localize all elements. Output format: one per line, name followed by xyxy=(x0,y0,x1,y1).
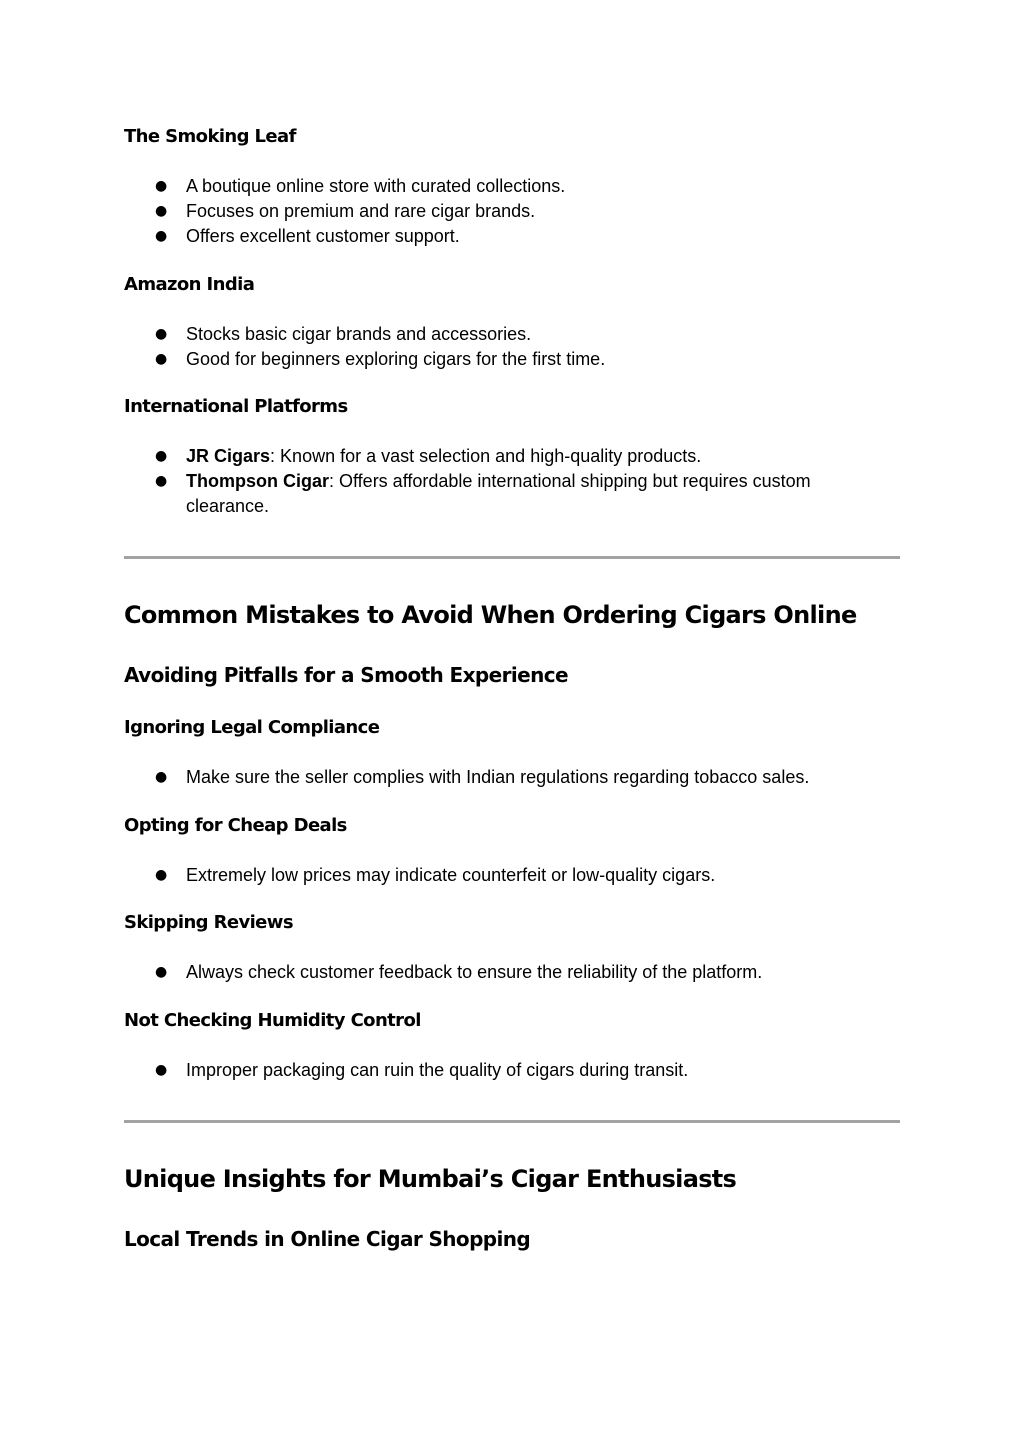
list-item-text: Good for beginners exploring cigars for the first time. xyxy=(186,349,606,369)
heading-not-checking-humidity-control: Not Checking Humidity Control xyxy=(124,1010,421,1031)
list-item xyxy=(124,960,884,985)
bullet-icon: ● xyxy=(155,1062,168,1078)
heading-international-platforms: International Platforms xyxy=(124,396,348,417)
list-item-text: Always check customer feedback to ensure the reliability of the platform. xyxy=(186,962,763,982)
horizontal-divider xyxy=(124,1120,900,1123)
bullet-icon: ● xyxy=(155,203,168,219)
heading-ignoring-legal-compliance: Ignoring Legal Compliance xyxy=(124,717,380,738)
list-humidity-control xyxy=(124,1058,884,1083)
bullet-icon: ● xyxy=(155,473,168,489)
list-item-text: Focuses on premium and rare cigar brands. xyxy=(186,201,536,221)
heading-skipping-reviews: Skipping Reviews xyxy=(124,912,293,933)
heading-amazon-india: Amazon India xyxy=(124,274,255,295)
list-legal-compliance xyxy=(124,765,884,790)
list-item xyxy=(124,174,884,199)
list-item-text: Make sure the seller complies with Indian regulations regarding tobacco sales. xyxy=(186,767,810,787)
section-title-common-mistakes: Common Mistakes to Avoid When Ordering Cigars Online xyxy=(124,601,857,629)
bullet-icon: ● xyxy=(155,178,168,194)
bullet-icon: ● xyxy=(155,964,168,980)
list-item xyxy=(124,444,884,469)
platform-name: Thompson Cigar xyxy=(186,471,329,491)
bullet-icon: ● xyxy=(155,867,168,883)
heading-opting-for-cheap-deals: Opting for Cheap Deals xyxy=(124,815,347,836)
bullet-icon: ● xyxy=(155,326,168,342)
horizontal-divider xyxy=(124,556,900,559)
list-item xyxy=(124,1058,884,1083)
list-cheap-deals xyxy=(124,863,884,888)
section-subtitle-avoiding-pitfalls: Avoiding Pitfalls for a Smooth Experience xyxy=(124,663,568,687)
list-amazon-india xyxy=(124,322,884,372)
list-item xyxy=(124,765,884,790)
list-item xyxy=(124,199,884,224)
list-item-text: Offers excellent customer support. xyxy=(186,226,460,246)
list-skipping-reviews xyxy=(124,960,884,985)
list-international-platforms xyxy=(124,444,884,519)
list-smoking-leaf xyxy=(124,174,884,249)
list-item xyxy=(124,469,884,519)
platform-description: : Known for a vast selection and high-quality products. xyxy=(270,446,702,466)
heading-the-smoking-leaf: The Smoking Leaf xyxy=(124,126,296,147)
bullet-icon: ● xyxy=(155,228,168,244)
list-item-text: Stocks basic cigar brands and accessories. xyxy=(186,324,532,344)
platform-description: : Offers affordable international shipping but requires custom clearance. xyxy=(186,471,811,516)
list-item-text: A boutique online store with curated collections. xyxy=(186,176,566,196)
bullet-icon: ● xyxy=(155,448,168,464)
list-item xyxy=(124,224,884,249)
list-item xyxy=(124,863,884,888)
section-title-unique-insights: Unique Insights for Mumbai’s Cigar Enthusiasts xyxy=(124,1165,737,1193)
platform-name: JR Cigars xyxy=(186,446,271,466)
bullet-icon: ● xyxy=(155,351,168,367)
list-item xyxy=(124,347,884,372)
bullet-icon: ● xyxy=(155,769,168,785)
list-item-text: Improper packaging can ruin the quality of cigars during transit. xyxy=(186,1060,689,1080)
list-item-text: Extremely low prices may indicate counterfeit or low-quality cigars. xyxy=(186,865,716,885)
list-item xyxy=(124,322,884,347)
section-subtitle-local-trends: Local Trends in Online Cigar Shopping xyxy=(124,1227,531,1251)
